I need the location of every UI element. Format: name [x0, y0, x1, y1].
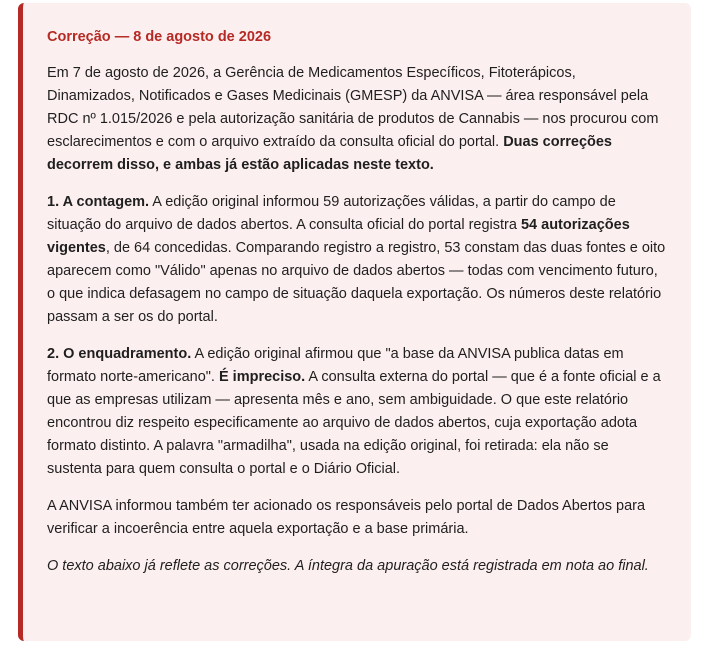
intro-bold-text: Duas correções decorrem disso, e ambas já estão aplicadas neste texto.	[47, 134, 612, 173]
intro-text: Em 7 de agosto de 2026, a Gerência de Medicamentos Específicos, Fitoterápicos, Dinamizados, Notificados e Gases Medicinais (GMESP) da ANVISA — área responsável pela RDC nº 1.015/2026 e pela autorização sanitária de produtos de Cannabis — nos procurou com esclarecimentos e com o arquivo extraído da consulta oficial do portal.	[47, 65, 659, 150]
correction-item-framing	[47, 343, 667, 481]
item1-bold-figure: 54 autorizações vigentes	[47, 217, 630, 256]
closing-note: O texto abaixo já reflete as correções. A íntegra da apuração está registrada em nota ao final.	[47, 558, 649, 574]
item2-bold-verdict: É impreciso.	[218, 369, 306, 385]
item1-text-1: A edição original informou 59 autorizações válidas, a partir do campo de situação do arquivo de dados abertos. A consulta oficial do portal registra	[47, 194, 616, 233]
correction-title: Correção — 8 de agosto de 2026	[47, 29, 272, 45]
followup-paragraph: A ANVISA informou também ter acionado os responsáveis pelo portal de Dados Abertos para verificar a incoerência entre aquela exportação e a base primária.	[47, 498, 646, 537]
item2-text-2: A consulta externa do portal — que é a fonte oficial e a que as empresas utilizam — apresenta mês e ano, sem ambiguidade. O que este relatório encontrou diz respeito especificamente ao arquivo de dados abertos, cuja exportação adota formato distinto. A palavra "armadilha", usada na edição original, foi retirada: ela não se sustenta para quem consulta o portal e o Diário Oficial.	[47, 369, 661, 477]
correction-notice	[18, 3, 691, 641]
item2-text-1: A edição original afirmou que "a base da ANVISA publica datas em formato norte-americano".	[47, 346, 624, 385]
item1-heading: 1. A contagem.	[47, 194, 150, 210]
intro-paragraph	[47, 62, 667, 177]
item1-text-2: , de 64 concedidas. Comparando registro a registro, 53 constam das duas fontes e oito aparecem como "Válido" apenas no arquivo de dados abertos — todas com vencimento futuro, o que indica defasagem no campo de situação daquela exportação. Os números deste relatório passam a ser os do portal.	[47, 240, 666, 325]
item2-heading: 2. O enquadramento.	[47, 346, 192, 362]
correction-item-count	[47, 191, 667, 329]
